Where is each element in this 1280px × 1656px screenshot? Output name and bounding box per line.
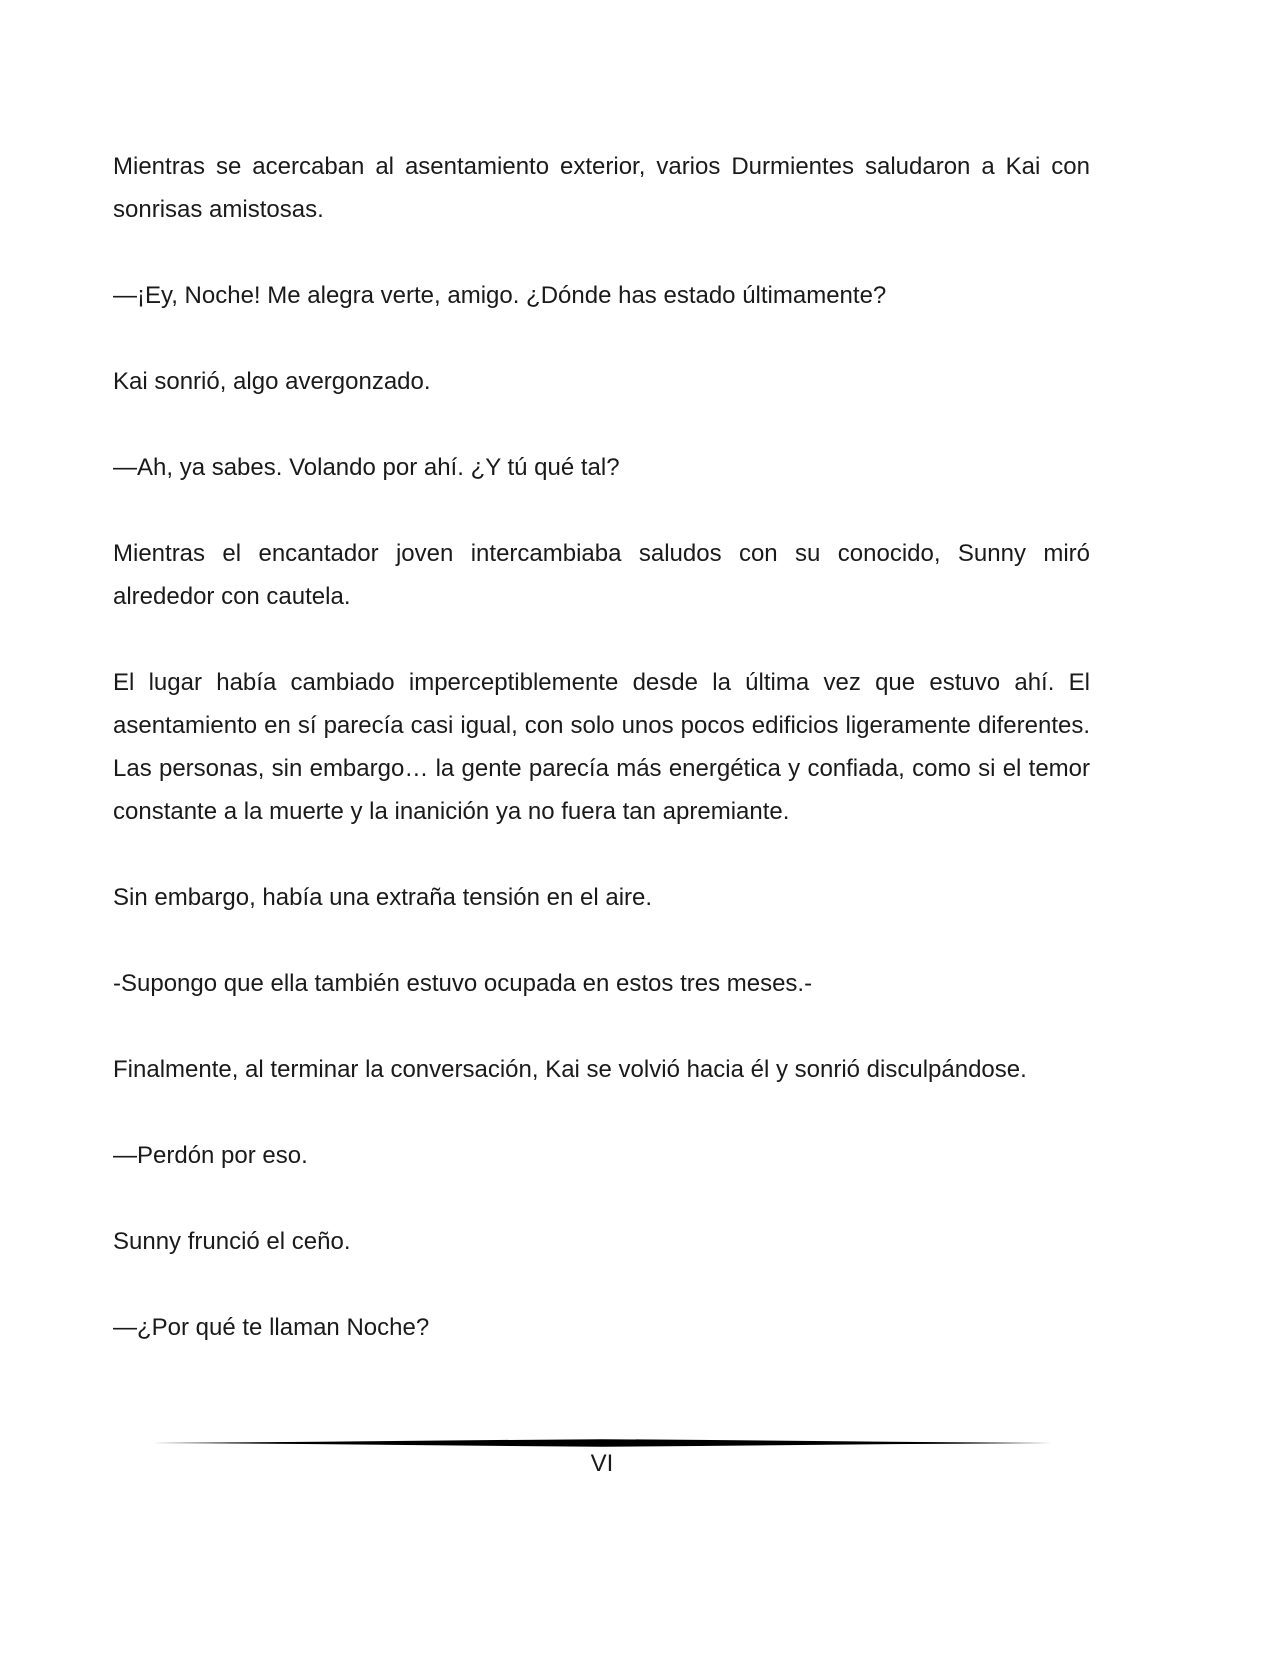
- paragraph-8: -Supongo que ella también estuvo ocupada en estos tres meses.-: [113, 970, 813, 997]
- paragraph-9: Finalmente, al terminar la conversación, Kai se volvió hacia él y sonrió disculpándose.: [113, 1056, 1027, 1083]
- paragraph-12: —¿Por qué te llaman Noche?: [113, 1314, 430, 1341]
- paragraph-10: —Perdón por eso.: [113, 1142, 308, 1169]
- page-number: VI: [590, 1450, 614, 1477]
- body-text: [113, 145, 1090, 1392]
- paragraph-1: Mientras se acercaban al asentamiento exterior, varios Durmientes saludaron a Kai con sonrisas amistosas.: [113, 153, 1090, 223]
- paragraph-2: —¡Ey, Noche! Me alegra verte, amigo. ¿Dónde has estado últimamente?: [113, 282, 887, 309]
- paragraph-5: Mientras el encantador joven intercambiaba saludos con su conocido, Sunny miró alrededor con cautela.: [113, 540, 1090, 610]
- paragraph-7: Sin embargo, había una extraña tensión en el aire.: [113, 884, 653, 911]
- paragraph-11: Sunny frunció el ceño.: [113, 1228, 351, 1255]
- paragraph-4: —Ah, ya sabes. Volando por ahí. ¿Y tú qué tal?: [113, 454, 620, 481]
- paragraph-3: Kai sonrió, algo avergonzado.: [113, 368, 431, 395]
- paragraph-6: El lugar había cambiado imperceptiblemente desde la última vez que estuvo ahí. El asentamiento en sí parecía casi igual, con solo unos pocos edificios ligeramente diferentes. Las personas, sin embargo… la gente parecía más energética y confiada, como si el temor constante a la muerte y la inanición ya no fuera tan apremiante.: [113, 669, 1090, 825]
